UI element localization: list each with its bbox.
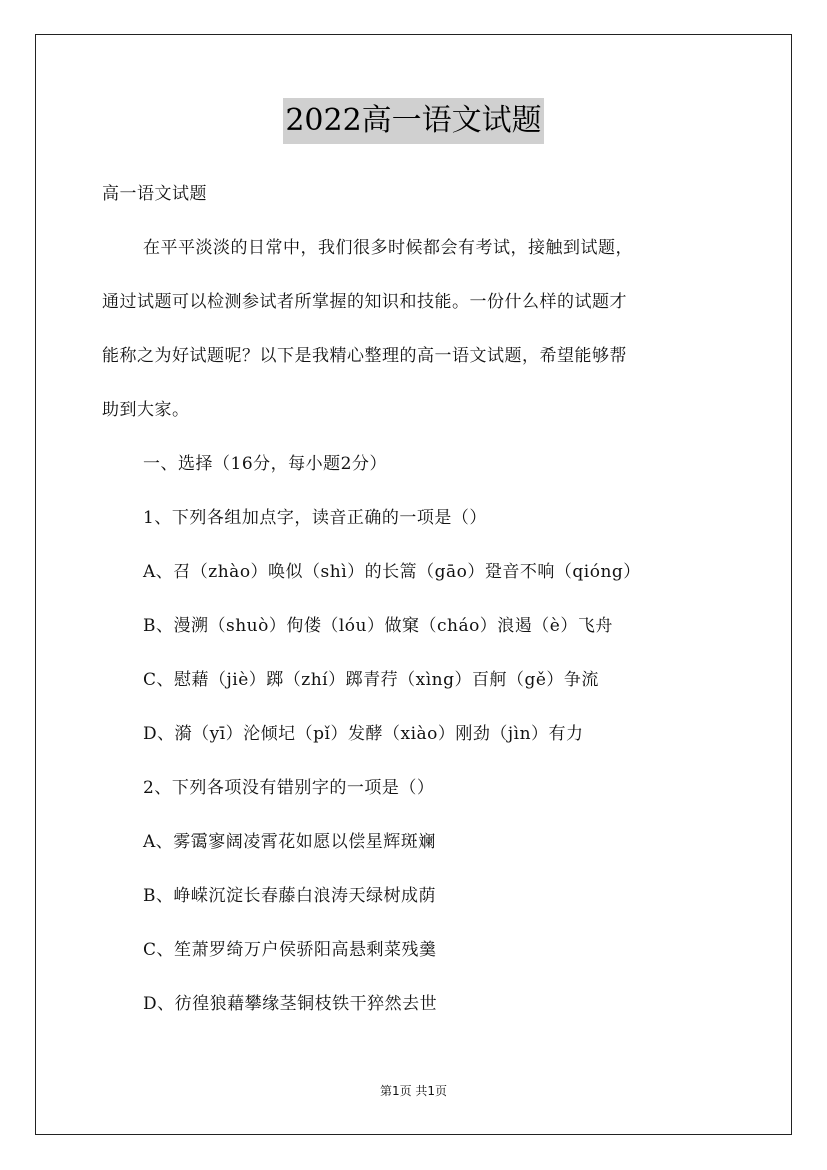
question-option: B、漫溯（shuò）佝偻（lóu）做窠（cháo）浪遏（è）飞舟 xyxy=(143,616,613,636)
page-footer: 第1页 共1页 xyxy=(379,1084,448,1098)
question-option: D、彷徨狼藉攀缘茎铜枝铁干猝然去世 xyxy=(143,994,438,1014)
document-subtitle: 高一语文试题 xyxy=(102,184,207,204)
intro-paragraph-line: 通过试题可以检测参试者所掌握的知识和技能。一份什么样的试题才 xyxy=(102,292,627,312)
question-option: D、漪（yī）沦倾圮（pǐ）发酵（xiào）刚劲（jìn）有力 xyxy=(143,724,584,744)
section-heading: 一、选择（16分，每小题2分） xyxy=(143,454,387,474)
intro-paragraph-line: 能称之为好试题呢？以下是我精心整理的高一语文试题，希望能够帮 xyxy=(102,346,627,366)
intro-paragraph-line: 助到大家。 xyxy=(102,400,190,420)
question-option: C、慰藉（jiè）踯（zhí）踯青荇（xìng）百舸（gě）争流 xyxy=(143,670,599,690)
document-title xyxy=(0,98,827,144)
question-stem: 2、下列各项没有错别字的一项是（） xyxy=(143,778,435,798)
document-title-text: 2022高一语文试题 xyxy=(283,98,543,144)
question-option: C、笙萧罗绮万户侯骄阳高悬剩菜残羹 xyxy=(143,940,437,960)
question-option: A、雾霭寥阔凌霄花如愿以偿星辉斑斓 xyxy=(143,832,436,852)
question-option: A、召（zhào）唤似（shì）的长篙（gāo）跫音不响（qióng） xyxy=(143,562,641,582)
question-stem: 1、下列各组加点字，读音正确的一项是（） xyxy=(143,508,487,528)
intro-paragraph-line: 在平平淡淡的日常中，我们很多时候都会有考试，接触到试题， xyxy=(143,238,633,258)
question-option: B、峥嵘沉淀长春藤白浪涛天绿树成荫 xyxy=(143,886,436,906)
